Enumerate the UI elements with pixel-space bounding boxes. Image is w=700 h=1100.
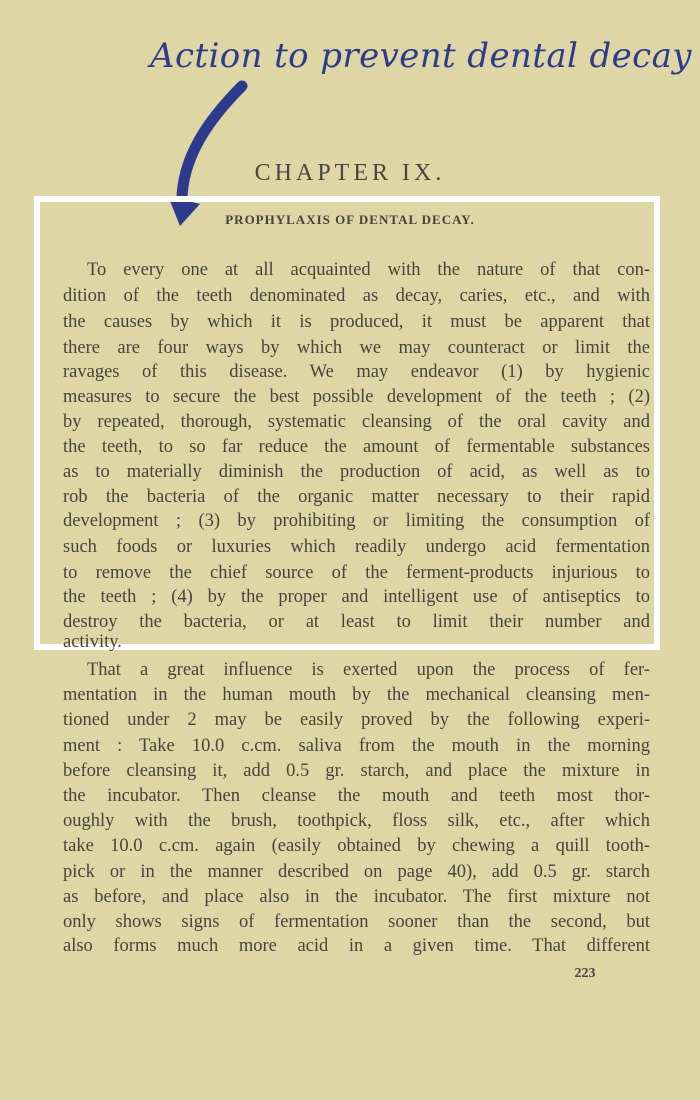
text-line: mentation in the human mouth by the mechanical cleansing men-: [63, 685, 650, 705]
text-line: dition of the teeth denominated as decay, caries, etc., and with: [63, 286, 650, 306]
text-line: activity.: [63, 632, 122, 652]
text-line: ment : Take 10.0 c.cm. saliva from the mouth in the morning: [63, 736, 650, 756]
text-line: only shows signs of fermentation sooner than the second, but: [63, 912, 650, 932]
text-line: oughly with the brush, toothpick, floss silk, etc., after which: [63, 811, 650, 831]
text-line: such foods or luxuries which readily undergo acid fermentation: [63, 537, 650, 557]
text-line: pick or in the manner described on page 40), add 0.5 gr. starch: [63, 862, 650, 882]
text-line: ravages of this disease. We may endeavor (1) by hygienic: [63, 362, 650, 382]
text-line: destroy the bacteria, or at least to limit their number and: [63, 612, 650, 632]
text-line: before cleansing it, add 0.5 gr. starch, and place the mixture in: [63, 761, 650, 781]
text-line: there are four ways by which we may counteract or limit the: [63, 338, 650, 358]
section-heading: PROPHYLAXIS OF DENTAL DECAY.: [225, 212, 475, 227]
page-number: 223: [574, 966, 596, 981]
text-line: the teeth, to so far reduce the amount of fermentable substances: [63, 437, 650, 457]
text-line: the teeth ; (4) by the proper and intelligent use of antiseptics to: [63, 587, 650, 607]
annotation-title: Action to prevent dental decay: [150, 36, 692, 76]
text-line: That a great influence is exerted upon the process of fer-: [87, 660, 650, 680]
chapter-heading: CHAPTER IX.: [254, 160, 446, 186]
text-line: the incubator. Then cleanse the mouth and teeth most thor-: [63, 786, 650, 806]
text-line: the causes by which it is produced, it must be apparent that: [63, 312, 650, 332]
text-line: development ; (3) by prohibiting or limiting the consumption of: [63, 511, 650, 531]
text-line: rob the bacteria of the organic matter necessary to their rapid: [63, 487, 650, 507]
text-line: to remove the chief source of the ferment-products injurious to: [63, 563, 650, 583]
text-line: tioned under 2 may be easily proved by the following experi-: [63, 710, 650, 730]
text-line: by repeated, thorough, systematic cleansing of the oral cavity and: [63, 412, 650, 432]
text-line: as to materially diminish the production of acid, as well as to: [63, 462, 650, 482]
text-line: also forms much more acid in a given time. That different: [63, 936, 650, 956]
text-line: To every one at all acquainted with the nature of that con-: [87, 260, 650, 280]
text-line: take 10.0 c.cm. again (easily obtained by chewing a quill tooth-: [63, 836, 650, 856]
text-line: as before, and place also in the incubator. The first mixture not: [63, 887, 650, 907]
text-line: measures to secure the best possible development of the teeth ; (2): [63, 387, 650, 407]
